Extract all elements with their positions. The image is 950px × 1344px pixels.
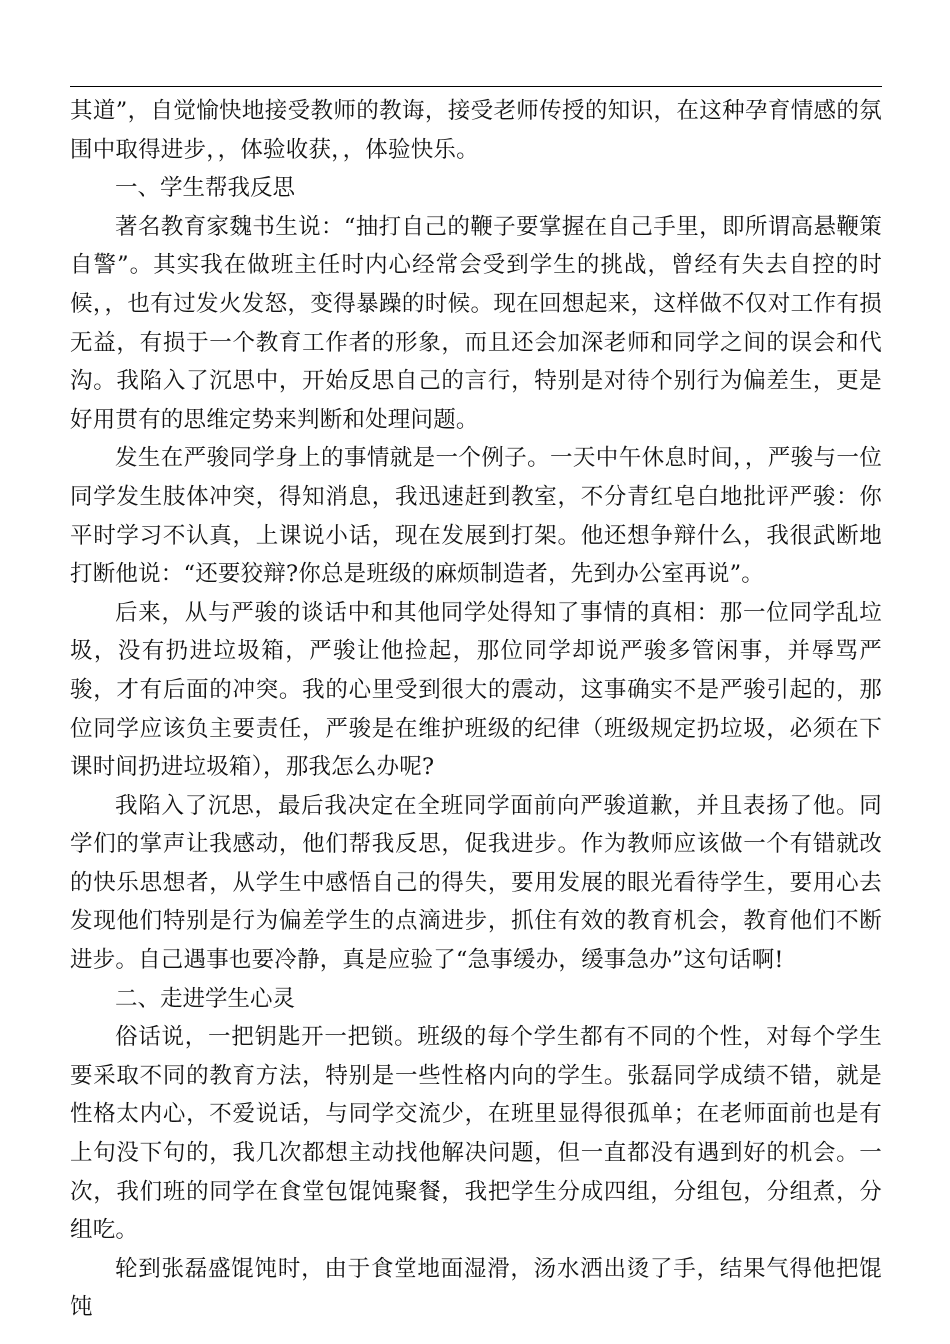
paragraph-yan-jun-incident: 发生在严骏同学身上的事情就是一个例子。一天中午休息时间，，严骏与一位同学发生肢体冲突，得知消息，我迅速赶到教室，不分青红皂白地批评严骏：你平时学习不认真，上课说小话，现在发展到打架。他还想争辩什么，我很武断地打断他说：“还要狡辩?你总是班级的麻烦制造者，先到办公室再说”。 (70, 445, 882, 588)
document-body (70, 92, 882, 1327)
section-heading-reflection: 一、学生帮我反思 (115, 175, 296, 202)
paragraph-dumpling-incident: 轮到张磊盛馄饨时，由于食堂地面湿滑，汤水洒出烫了手，结果气得他把馄饨 (70, 1255, 882, 1321)
paragraph-continuation: 其道”，自觉愉快地接受教师的教诲，接受老师传授的知识，在这种孕育情感的氛围中取得进步，，体验收获，，体验快乐。 (70, 98, 882, 163)
paragraph-apology: 我陷入了沉思，最后我决定在全班同学面前向严骏道歉，并且表扬了他。同学们的掌声让我感动，他们帮我反思，促我进步。作为教师应该做一个有错就改的快乐思想者，从学生中感悟自己的得失，要用发展的眼光看待学生，要用心去发现他们特别是行为偏差学生的点滴进步，抓住有效的教育机会，教育他们不断进步。自己遇事也要冷静，真是应验了“急事缓办，缓事急办”这句话啊! (70, 792, 882, 974)
header-rule (70, 86, 882, 87)
paragraph-wei-shusheng-quote: 著名教育家魏书生说：“抽打自己的鞭子要掌握在自己手里，即所谓高悬鞭策自警”。其实我在做班主任时内心经常会受到学生的挑战，曾经有失去自控的时候，，也有过发火发怒，变得暴躁的时候。现在回想起来，这样做不仅对工作有损无益，有损于一个教育工作者的形象，而且还会加深老师和同学之间的误会和代沟。我陷入了沉思中，开始反思自己的言行，特别是对待个别行为偏差生，更是好用贯有的思维定势来判断和处理问题。 (70, 213, 882, 433)
section-heading-student-heart: 二、走进学生心灵 (115, 985, 296, 1012)
paragraph-truth-revealed: 后来，从与严骏的谈话中和其他同学处得知了事情的真相：那一位同学乱垃圾，没有扔进垃圾箱，严骏让他捡起，那位同学却说严骏多管闲事，并辱骂严骏，才有后面的冲突。我的心里受到很大的震动，这事确实不是严骏引起的，那位同学应该负主要责任，严骏是在维护班级的纪律（班级规定扔垃圾，必须在下课时间扔进垃圾箱），那我怎么办呢? (70, 599, 882, 781)
paragraph-zhang-lei: 俗话说，一把钥匙开一把锁。班级的每个学生都有不同的个性，对每个学生要采取不同的教育方法，特别是一些性格内向的学生。张磊同学成绩不错，就是性格太内心，不爱说话，与同学交流少，在班里显得很孤单；在老师面前也是有上句没下句的，我几次都想主动找他解决问题，但一直都没有遇到好的机会。一次，我们班的同学在食堂包馄饨聚餐，我把学生分成四组，分组包，分组煮，分组吃。 (70, 1024, 882, 1244)
